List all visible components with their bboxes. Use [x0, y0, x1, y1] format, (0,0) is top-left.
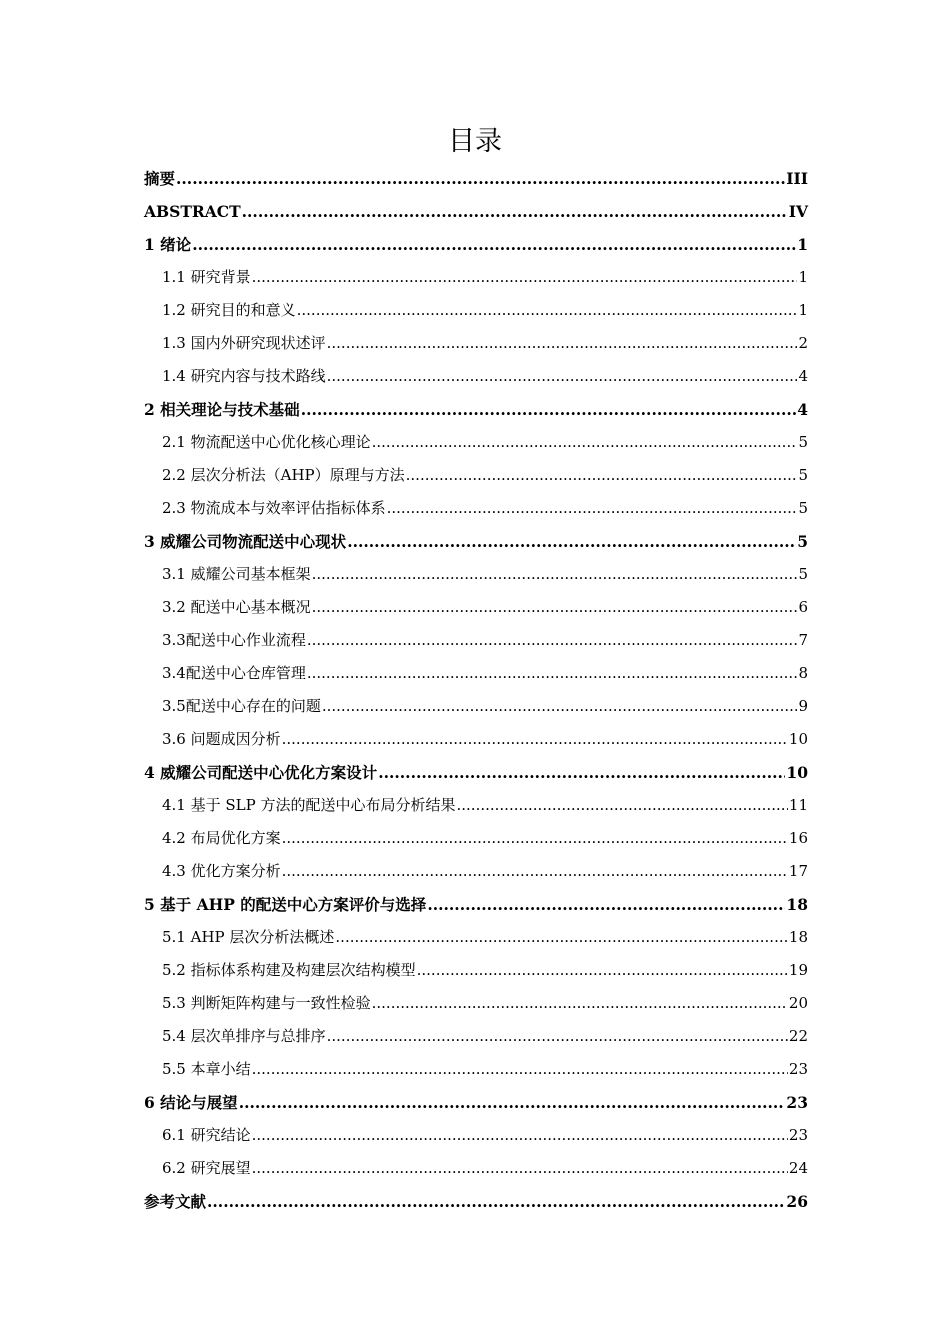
dot-leader: [406, 459, 798, 492]
toc-section-entry[interactable]: [144, 261, 808, 294]
toc-chapter-entry[interactable]: [144, 525, 808, 558]
toc-entry-page-number: 1: [797, 235, 808, 254]
toc-section-entry[interactable]: [144, 327, 808, 360]
toc-section-entry[interactable]: [144, 657, 808, 690]
toc-entry-label: 4 威耀公司配送中心优化方案设计: [144, 763, 378, 782]
toc-entry-page-number: 4: [798, 367, 808, 385]
dot-leader: [282, 855, 788, 888]
toc-entry-page-number: IV: [788, 202, 808, 221]
toc-entry-label: 6 结论与展望: [144, 1093, 238, 1112]
toc-chapter-entry[interactable]: [144, 162, 808, 195]
toc-section-entry[interactable]: [144, 558, 808, 591]
dot-leader: [312, 558, 798, 591]
toc-section-entry[interactable]: [144, 426, 808, 459]
toc-entry-page-number: 18: [786, 895, 808, 914]
dot-leader: [378, 756, 785, 789]
dot-leader: [327, 327, 798, 360]
toc-entry-label: 3.6 问题成因分析: [162, 730, 281, 748]
dot-leader: [282, 822, 788, 855]
toc-entry-label: 4.2 布局优化方案: [162, 829, 281, 847]
dot-leader: [301, 393, 797, 426]
toc-entry-label: 4.1 基于 SLP 方法的配送中心布局分析结果: [162, 796, 456, 814]
dot-leader: [239, 1086, 786, 1119]
dot-leader: [176, 162, 785, 195]
dot-leader: [347, 525, 796, 558]
toc-entry-label: 3.3配送中心作业流程: [162, 631, 306, 649]
toc-entry-label: 2.1 物流配送中心优化核心理论: [162, 433, 371, 451]
dot-leader: [372, 426, 798, 459]
toc-entry-page-number: 4: [797, 400, 808, 419]
toc-chapter-entry[interactable]: [144, 1185, 808, 1218]
table-of-contents: [144, 162, 808, 1218]
dot-leader: [192, 228, 796, 261]
toc-section-entry[interactable]: [144, 624, 808, 657]
toc-entry-page-number: 23: [788, 1060, 808, 1078]
toc-section-entry[interactable]: [144, 1119, 808, 1152]
toc-section-entry[interactable]: [144, 954, 808, 987]
dot-leader: [457, 789, 788, 822]
toc-entry-page-number: 10: [786, 763, 808, 782]
toc-entry-label: 5.4 层次单排序与总排序: [162, 1027, 326, 1045]
toc-entry-label: 6.1 研究结论: [162, 1126, 251, 1144]
toc-section-entry[interactable]: [144, 921, 808, 954]
toc-entry-label: 5.1 AHP 层次分析法概述: [162, 928, 335, 946]
toc-section-entry[interactable]: [144, 1020, 808, 1053]
toc-entry-page-number: 24: [788, 1159, 808, 1177]
toc-entry-label: 5 基于 AHP 的配送中心方案评价与选择: [144, 895, 427, 914]
toc-section-entry[interactable]: [144, 789, 808, 822]
toc-entry-label: 2.3 物流成本与效率评估指标体系: [162, 499, 386, 517]
toc-entry-label: 5.2 指标体系构建及构建层次结构模型: [162, 961, 416, 979]
toc-chapter-entry[interactable]: [144, 1086, 808, 1119]
toc-entry-label: 3.4配送中心仓库管理: [162, 664, 306, 682]
dot-leader: [297, 294, 798, 327]
toc-entry-label: 4.3 优化方案分析: [162, 862, 281, 880]
toc-section-entry[interactable]: [144, 1152, 808, 1185]
toc-entry-page-number: 9: [798, 697, 808, 715]
toc-entry-page-number: 2: [798, 334, 808, 352]
dot-leader: [252, 261, 798, 294]
toc-entry-page-number: 5: [798, 499, 808, 517]
toc-chapter-entry[interactable]: [144, 393, 808, 426]
toc-section-entry[interactable]: [144, 294, 808, 327]
toc-entry-label: 1.3 国内外研究现状述评: [162, 334, 326, 352]
toc-section-entry[interactable]: [144, 690, 808, 723]
dot-leader: [427, 888, 785, 921]
toc-entry-page-number: 5: [797, 532, 808, 551]
toc-entry-page-number: 1: [798, 301, 808, 319]
toc-entry-page-number: 17: [788, 862, 808, 880]
toc-entry-page-number: 23: [788, 1126, 808, 1144]
toc-entry-label: 1 绪论: [144, 235, 192, 254]
dot-leader: [372, 987, 788, 1020]
toc-section-entry[interactable]: [144, 1053, 808, 1086]
toc-entry-page-number: 6: [798, 598, 808, 616]
dot-leader: [417, 954, 788, 987]
dot-leader: [252, 1119, 788, 1152]
dot-leader: [312, 591, 798, 624]
toc-entry-label: 3.2 配送中心基本概况: [162, 598, 311, 616]
toc-entry-page-number: 20: [788, 994, 808, 1012]
toc-entry-label: 2.2 层次分析法（AHP）原理与方法: [162, 466, 405, 484]
toc-entry-page-number: 18: [788, 928, 808, 946]
toc-section-entry[interactable]: [144, 492, 808, 525]
toc-entry-page-number: 22: [788, 1027, 808, 1045]
toc-entry-page-number: 7: [798, 631, 808, 649]
toc-entry-label: 2 相关理论与技术基础: [144, 400, 300, 419]
toc-entry-page-number: III: [786, 169, 808, 188]
toc-entry-label: ABSTRACT: [144, 202, 241, 221]
toc-section-entry[interactable]: [144, 855, 808, 888]
dot-leader: [252, 1053, 788, 1086]
dot-leader: [282, 723, 788, 756]
dot-leader: [252, 1152, 788, 1185]
toc-entry-page-number: 1: [798, 268, 808, 286]
dot-leader: [322, 690, 798, 723]
dot-leader: [327, 1020, 788, 1053]
toc-entry-page-number: 16: [788, 829, 808, 847]
toc-chapter-entry[interactable]: [144, 888, 808, 921]
toc-chapter-entry[interactable]: [144, 195, 808, 228]
dot-leader: [207, 1185, 785, 1218]
dot-leader: [335, 921, 788, 954]
toc-entry-page-number: 5: [798, 433, 808, 451]
toc-section-entry[interactable]: [144, 591, 808, 624]
toc-entry-label: 参考文献: [144, 1192, 207, 1211]
toc-section-entry[interactable]: [144, 723, 808, 756]
toc-entry-page-number: 11: [788, 796, 808, 814]
toc-entry-label: 1.4 研究内容与技术路线: [162, 367, 326, 385]
toc-entry-page-number: 5: [798, 565, 808, 583]
dot-leader: [387, 492, 798, 525]
toc-section-entry[interactable]: [144, 822, 808, 855]
dot-leader: [307, 657, 798, 690]
toc-entry-label: 摘要: [144, 169, 176, 188]
toc-section-entry[interactable]: [144, 987, 808, 1020]
toc-entry-page-number: 26: [786, 1192, 808, 1211]
dot-leader: [242, 195, 788, 228]
dot-leader: [307, 624, 798, 657]
toc-entry-label: 6.2 研究展望: [162, 1159, 251, 1177]
toc-entry-label: 3 威耀公司物流配送中心现状: [144, 532, 347, 551]
toc-entry-label: 5.5 本章小结: [162, 1060, 251, 1078]
toc-section-entry[interactable]: [144, 459, 808, 492]
toc-entry-label: 1.2 研究目的和意义: [162, 301, 296, 319]
toc-entry-page-number: 23: [786, 1093, 808, 1112]
toc-entry-label: 3.5配送中心存在的问题: [162, 697, 321, 715]
toc-entry-label: 5.3 判断矩阵构建与一致性检验: [162, 994, 371, 1012]
toc-entry-page-number: 8: [798, 664, 808, 682]
toc-entry-label: 1.1 研究背景: [162, 268, 251, 286]
toc-entry-page-number: 19: [788, 961, 808, 979]
dot-leader: [327, 360, 798, 393]
toc-section-entry[interactable]: [144, 360, 808, 393]
toc-entry-label: 3.1 威耀公司基本框架: [162, 565, 311, 583]
toc-entry-page-number: 5: [798, 466, 808, 484]
page-title: 目录: [448, 126, 502, 157]
toc-chapter-entry[interactable]: [144, 228, 808, 261]
toc-entry-page-number: 10: [788, 730, 808, 748]
toc-chapter-entry[interactable]: [144, 756, 808, 789]
